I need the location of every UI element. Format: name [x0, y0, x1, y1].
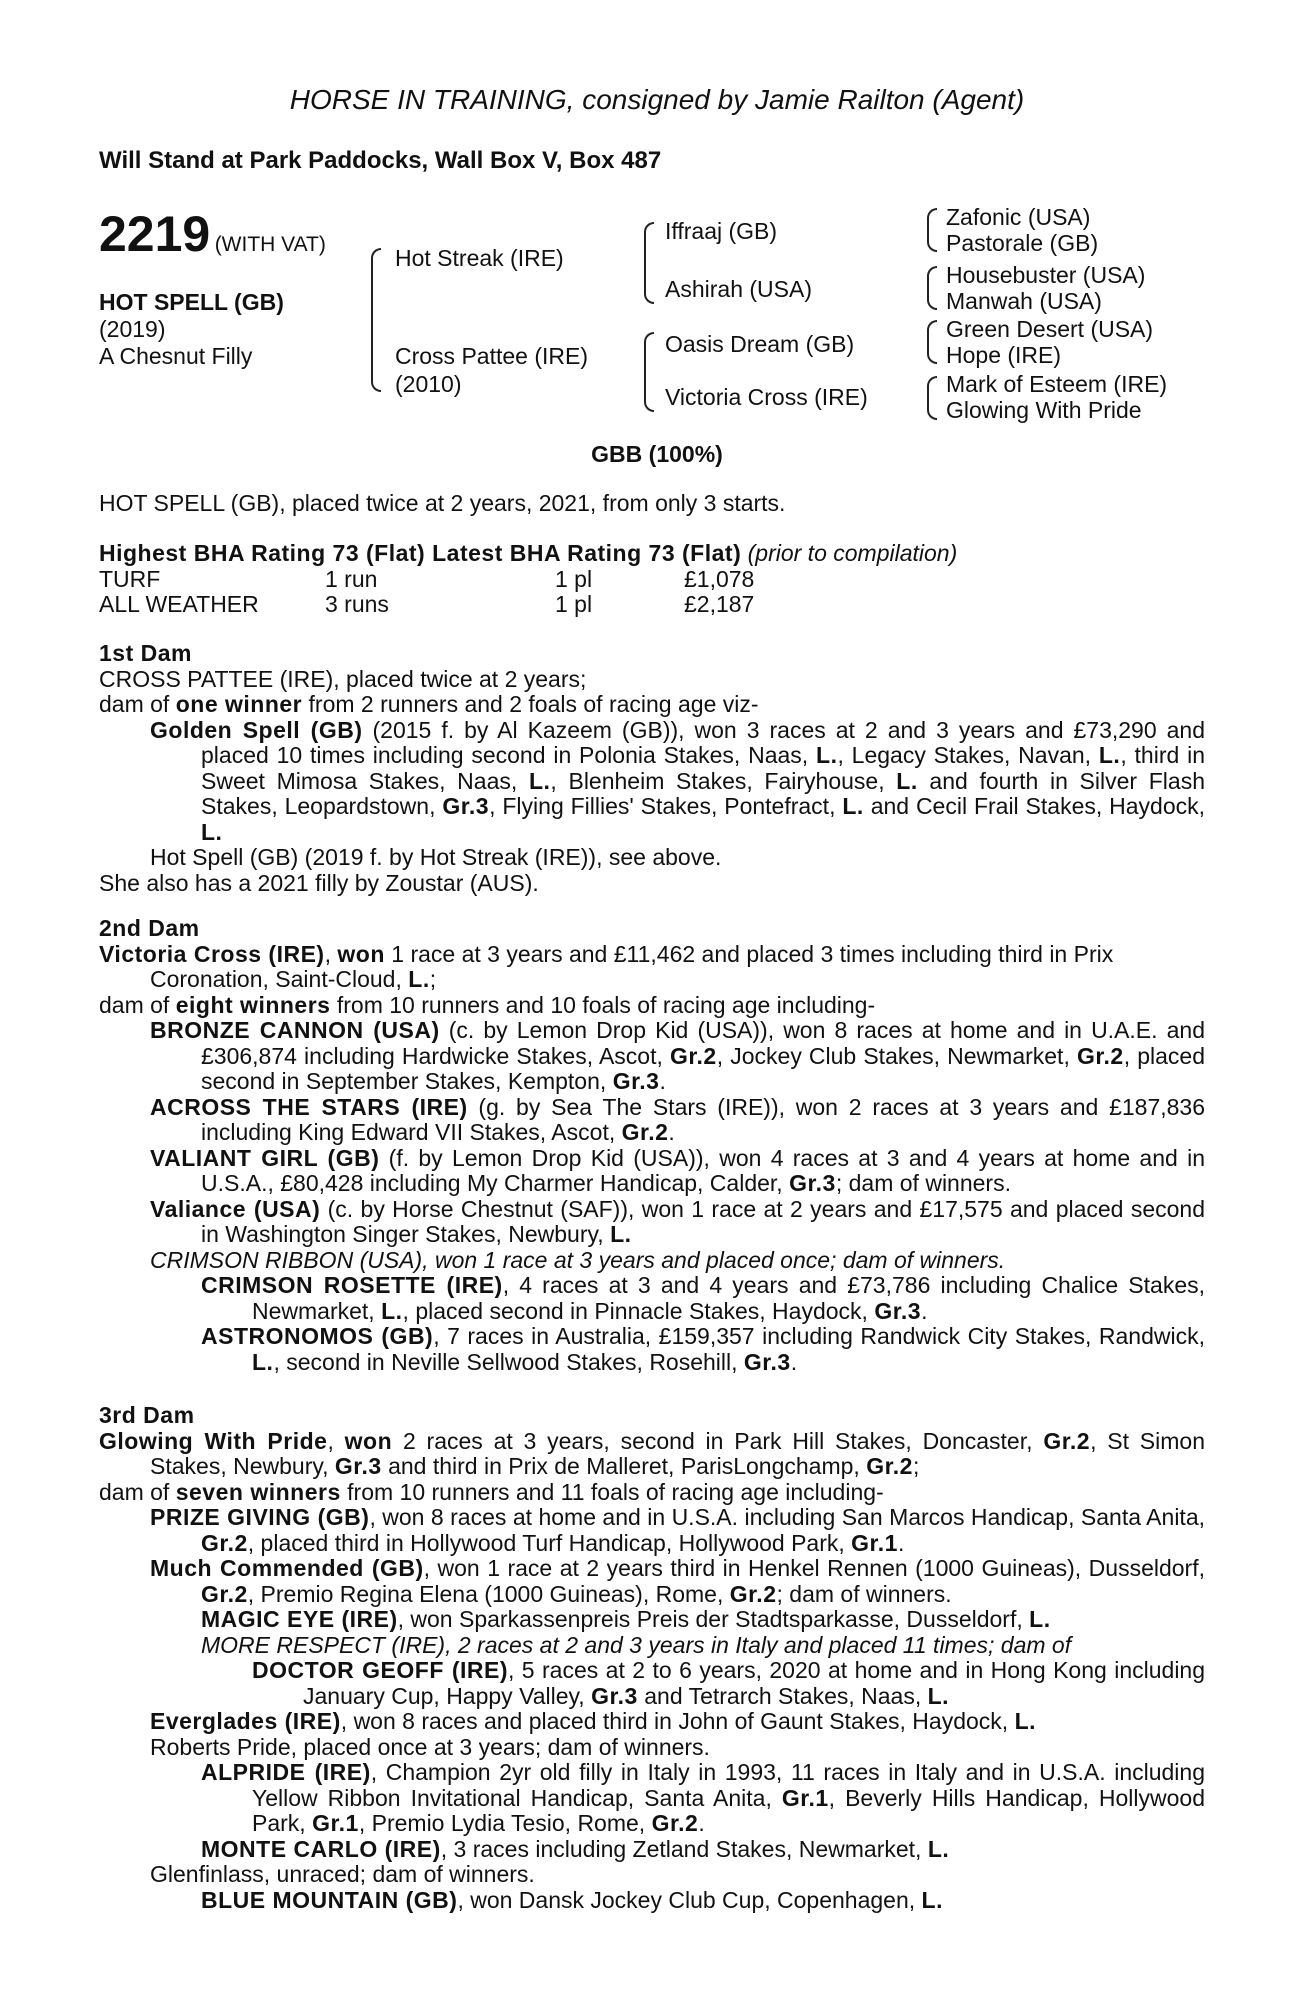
produce-entry: Roberts Pride, placed once at 3 years; dam of winners. [150, 1733, 710, 1760]
produce-entry: PRIZE GIVING (GB), won 8 races at home and in U.S.A. including San Marcos Handicap, Santa Anita, Gr.2, placed third in Hollywood Turf Handicap, Hollywood Park, Gr.1. [150, 1504, 1205, 1556]
pedigree-dam-year: (2010) [395, 371, 462, 397]
produce-entry: BLUE MOUNTAIN (GB), won Dansk Jockey Club Cup, Copenhagen, L. [201, 1886, 943, 1913]
ratings-note: (prior to compilation) [747, 540, 958, 566]
pedigree-brace [927, 376, 937, 420]
ratings-prize: £1,078 [684, 566, 755, 592]
produce-entry: MORE RESPECT (IRE), 2 races at 2 and 3 years in Italy and placed 11 times; dam of [201, 1631, 1072, 1658]
pedigree-brace [644, 222, 654, 304]
ratings-runs: 3 runs [325, 591, 389, 617]
pedigree-brace [927, 266, 937, 310]
pedigree-sds: Housebuster (USA) [946, 262, 1146, 288]
horse-year: (2019) [99, 316, 166, 342]
pedigree-dam: Cross Pattee (IRE) [395, 343, 588, 369]
produce-entry: VALIANT GIRL (GB) (f. by Lemon Drop Kid (USA)), won 4 races at 3 and 4 years at home and in U.S.A., £80,428 including My Charmer Handicap, Calder, Gr.3; dam of winners. [150, 1144, 1205, 1196]
section-heading: 3rd Dam [99, 1402, 195, 1428]
third-dam-section [99, 1403, 1205, 1913]
produce-entry: ALPRIDE (IRE), Champion 2yr old filly in Italy in 1993, 11 races in Italy and in U.S.A. including Yellow Ribbon Invitational Handicap, Santa Anita, Gr.1, Beverly Hills Handicap, Hollywood Park, Gr.1, Premio Lydia Tesio, Rome, Gr.2. [201, 1759, 1205, 1836]
pedigree-brace [927, 208, 937, 252]
pedigree-sdd: Manwah (USA) [946, 288, 1102, 314]
produce-entry: Hot Spell (GB) (2019 f. by Hot Streak (IRE)), see above. [150, 844, 722, 870]
ratings-headline [99, 540, 957, 567]
second-dam-section [99, 916, 1205, 1375]
breeding-code: GBB (100%) [591, 441, 723, 467]
dam-produce-line: dam of seven winners from 10 runners and 11 foals of racing age including- [99, 1478, 884, 1505]
produce-entry: MAGIC EYE (IRE), won Sparkassenpreis Preis der Stadtsparkasse, Dusseldorf, L. [201, 1606, 1051, 1632]
dam-line: Glowing With Pride, won 2 races at 3 years, second in Park Hill Stakes, Doncaster, Gr.2, St Simon Stakes, Newbury, Gr.3 and third in Prix de Malleret, ParisLongchamp, Gr.2; [99, 1427, 1205, 1479]
section-heading: 1st Dam [99, 640, 192, 666]
produce-entry: BRONZE CANNON (USA) (c. by Lemon Drop Kid (USA)), won 8 races at home and in U.A.E. and £306,874 including Hardwicke Stakes, Ascot, Gr.2, Jockey Club Stakes, Newmarket, Gr.2, placed second in September Stakes, Kempton, Gr.3. [150, 1017, 1205, 1094]
ratings-placed: 1 pl [555, 566, 593, 592]
pedigree-sss: Zafonic (USA) [946, 204, 1091, 230]
lot-number-block [99, 205, 326, 263]
pedigree-dsd: Hope (IRE) [946, 342, 1062, 368]
pedigree-dam-sire: Oasis Dream (GB) [665, 331, 855, 357]
pedigree-brace [371, 248, 381, 392]
produce-entry: MONTE CARLO (IRE), 3 races including Zetland Stakes, Newmarket, L. [201, 1835, 950, 1862]
pedigree-sire: Hot Streak (IRE) [395, 245, 564, 271]
dam-line: CROSS PATTEE (IRE), placed twice at 2 years; [99, 665, 587, 692]
lot-number: 2219 [99, 206, 211, 262]
produce-entry: ASTRONOMOS (GB), 7 races in Australia, £159,357 including Randwick City Stakes, Randwick, L., second in Neville Sellwood Stakes, Rosehill, Gr.3. [201, 1323, 1205, 1375]
pedigree-sire-sire: Iffraaj (GB) [665, 218, 778, 244]
produce-entry: ACROSS THE STARS (IRE) (g. by Sea The Stars (IRE)), won 2 races at 3 years and £187,836 including King Edward VII Stakes, Ascot, Gr.2. [150, 1093, 1205, 1145]
horse-description: A Chesnut Filly [99, 343, 253, 369]
produce-entry: Glenfinlass, unraced; dam of winners. [150, 1861, 535, 1887]
dam-note: She also has a 2021 filly by Zoustar (AUS). [99, 869, 539, 896]
pedigree-brace [927, 320, 937, 364]
horse-name: HOT SPELL (GB) [99, 289, 284, 315]
produce-entry: CRIMSON RIBBON (USA), won 1 race at 3 years and placed once; dam of winners. [150, 1246, 1006, 1273]
ratings-placed: 1 pl [555, 591, 593, 617]
ratings-prize: £2,187 [684, 591, 755, 617]
race-summary: HOT SPELL (GB), placed twice at 2 years, 2021, from only 3 starts. [99, 490, 786, 516]
pedigree-dam-dam: Victoria Cross (IRE) [665, 384, 868, 410]
stand-location: Will Stand at Park Paddocks, Wall Box V, Box 487 [99, 147, 662, 174]
produce-entry: Everglades (IRE), won 8 races and placed third in John of Gaunt Stakes, Haydock, L. [150, 1708, 1037, 1734]
produce-entry: CRIMSON ROSETTE (IRE), 4 races at 3 and 4 years and £73,786 including Chalice Stakes, Newmarket, L., placed second in Pinnacle Stakes, Haydock, Gr.3. [201, 1272, 1206, 1324]
pedigree-sire-dam: Ashirah (USA) [665, 276, 812, 302]
dam-produce-line: dam of one winner from 2 runners and 2 foals of racing age viz- [99, 691, 759, 717]
dam-produce-line: dam of eight winners from 10 runners and 10 foals of racing age including- [99, 991, 876, 1018]
produce-entry: DOCTOR GEOFF (IRE), 5 races at 2 to 6 years, 2020 at home and in Hong Kong including January Cup, Happy Valley, Gr.3 and Tetrarch Stakes, Naas, L. [252, 1657, 1206, 1709]
dam-line: Victoria Cross (IRE), won 1 race at 3 years and £11,462 and placed 3 times including third in Prix Coronation, Saint-Cloud, L.; [99, 940, 1114, 992]
ratings-text: Highest BHA Rating 73 (Flat) Latest BHA Rating 73 (Flat) [99, 540, 742, 566]
page-title: HORSE IN TRAINING, consigned by Jamie Railton (Agent) [289, 84, 1025, 115]
pedigree-ssd: Pastorale (GB) [946, 230, 1099, 256]
pedigree-brace [644, 332, 654, 412]
ratings-row: ALL WEATHER [99, 591, 259, 617]
produce-entry: Golden Spell (GB) (2015 f. by Al Kazeem (GB)), won 3 races at 2 and 3 years and £73,290 and placed 10 times including second in Polonia Stakes, Naas, L., Legacy Stakes, Navan, L., third in Sweet Mimosa Stakes, Naas, L., Blenheim Stakes, Fairyhouse, L. and fourth in Silver Flash Stakes, Leopardstown, Gr.3, Flying Fillies' Stakes, Pontefract, L. and Cecil Frail Stakes, Haydock, L. [150, 716, 1205, 845]
vat-label: (WITH VAT) [214, 233, 326, 256]
pedigree-dds: Mark of Esteem (IRE) [946, 371, 1168, 397]
section-heading: 2nd Dam [99, 915, 200, 941]
produce-entry: Valiance (USA) (c. by Horse Chestnut (SAF)), won 1 race at 2 years and £17,575 and placed second in Washington Singer Stakes, Newbury, L. [150, 1195, 1205, 1247]
pedigree-dss: Green Desert (USA) [946, 316, 1154, 342]
ratings-row: TURF [99, 566, 161, 592]
pedigree-ddd: Glowing With Pride [946, 397, 1142, 423]
ratings-runs: 1 run [325, 566, 378, 592]
first-dam-section [99, 641, 1205, 896]
produce-entry: Much Commended (GB), won 1 race at 2 years third in Henkel Rennen (1000 Guineas), Dusseldorf, Gr.2, Premio Regina Elena (1000 Guineas), Rome, Gr.2; dam of winners. [150, 1555, 1205, 1607]
